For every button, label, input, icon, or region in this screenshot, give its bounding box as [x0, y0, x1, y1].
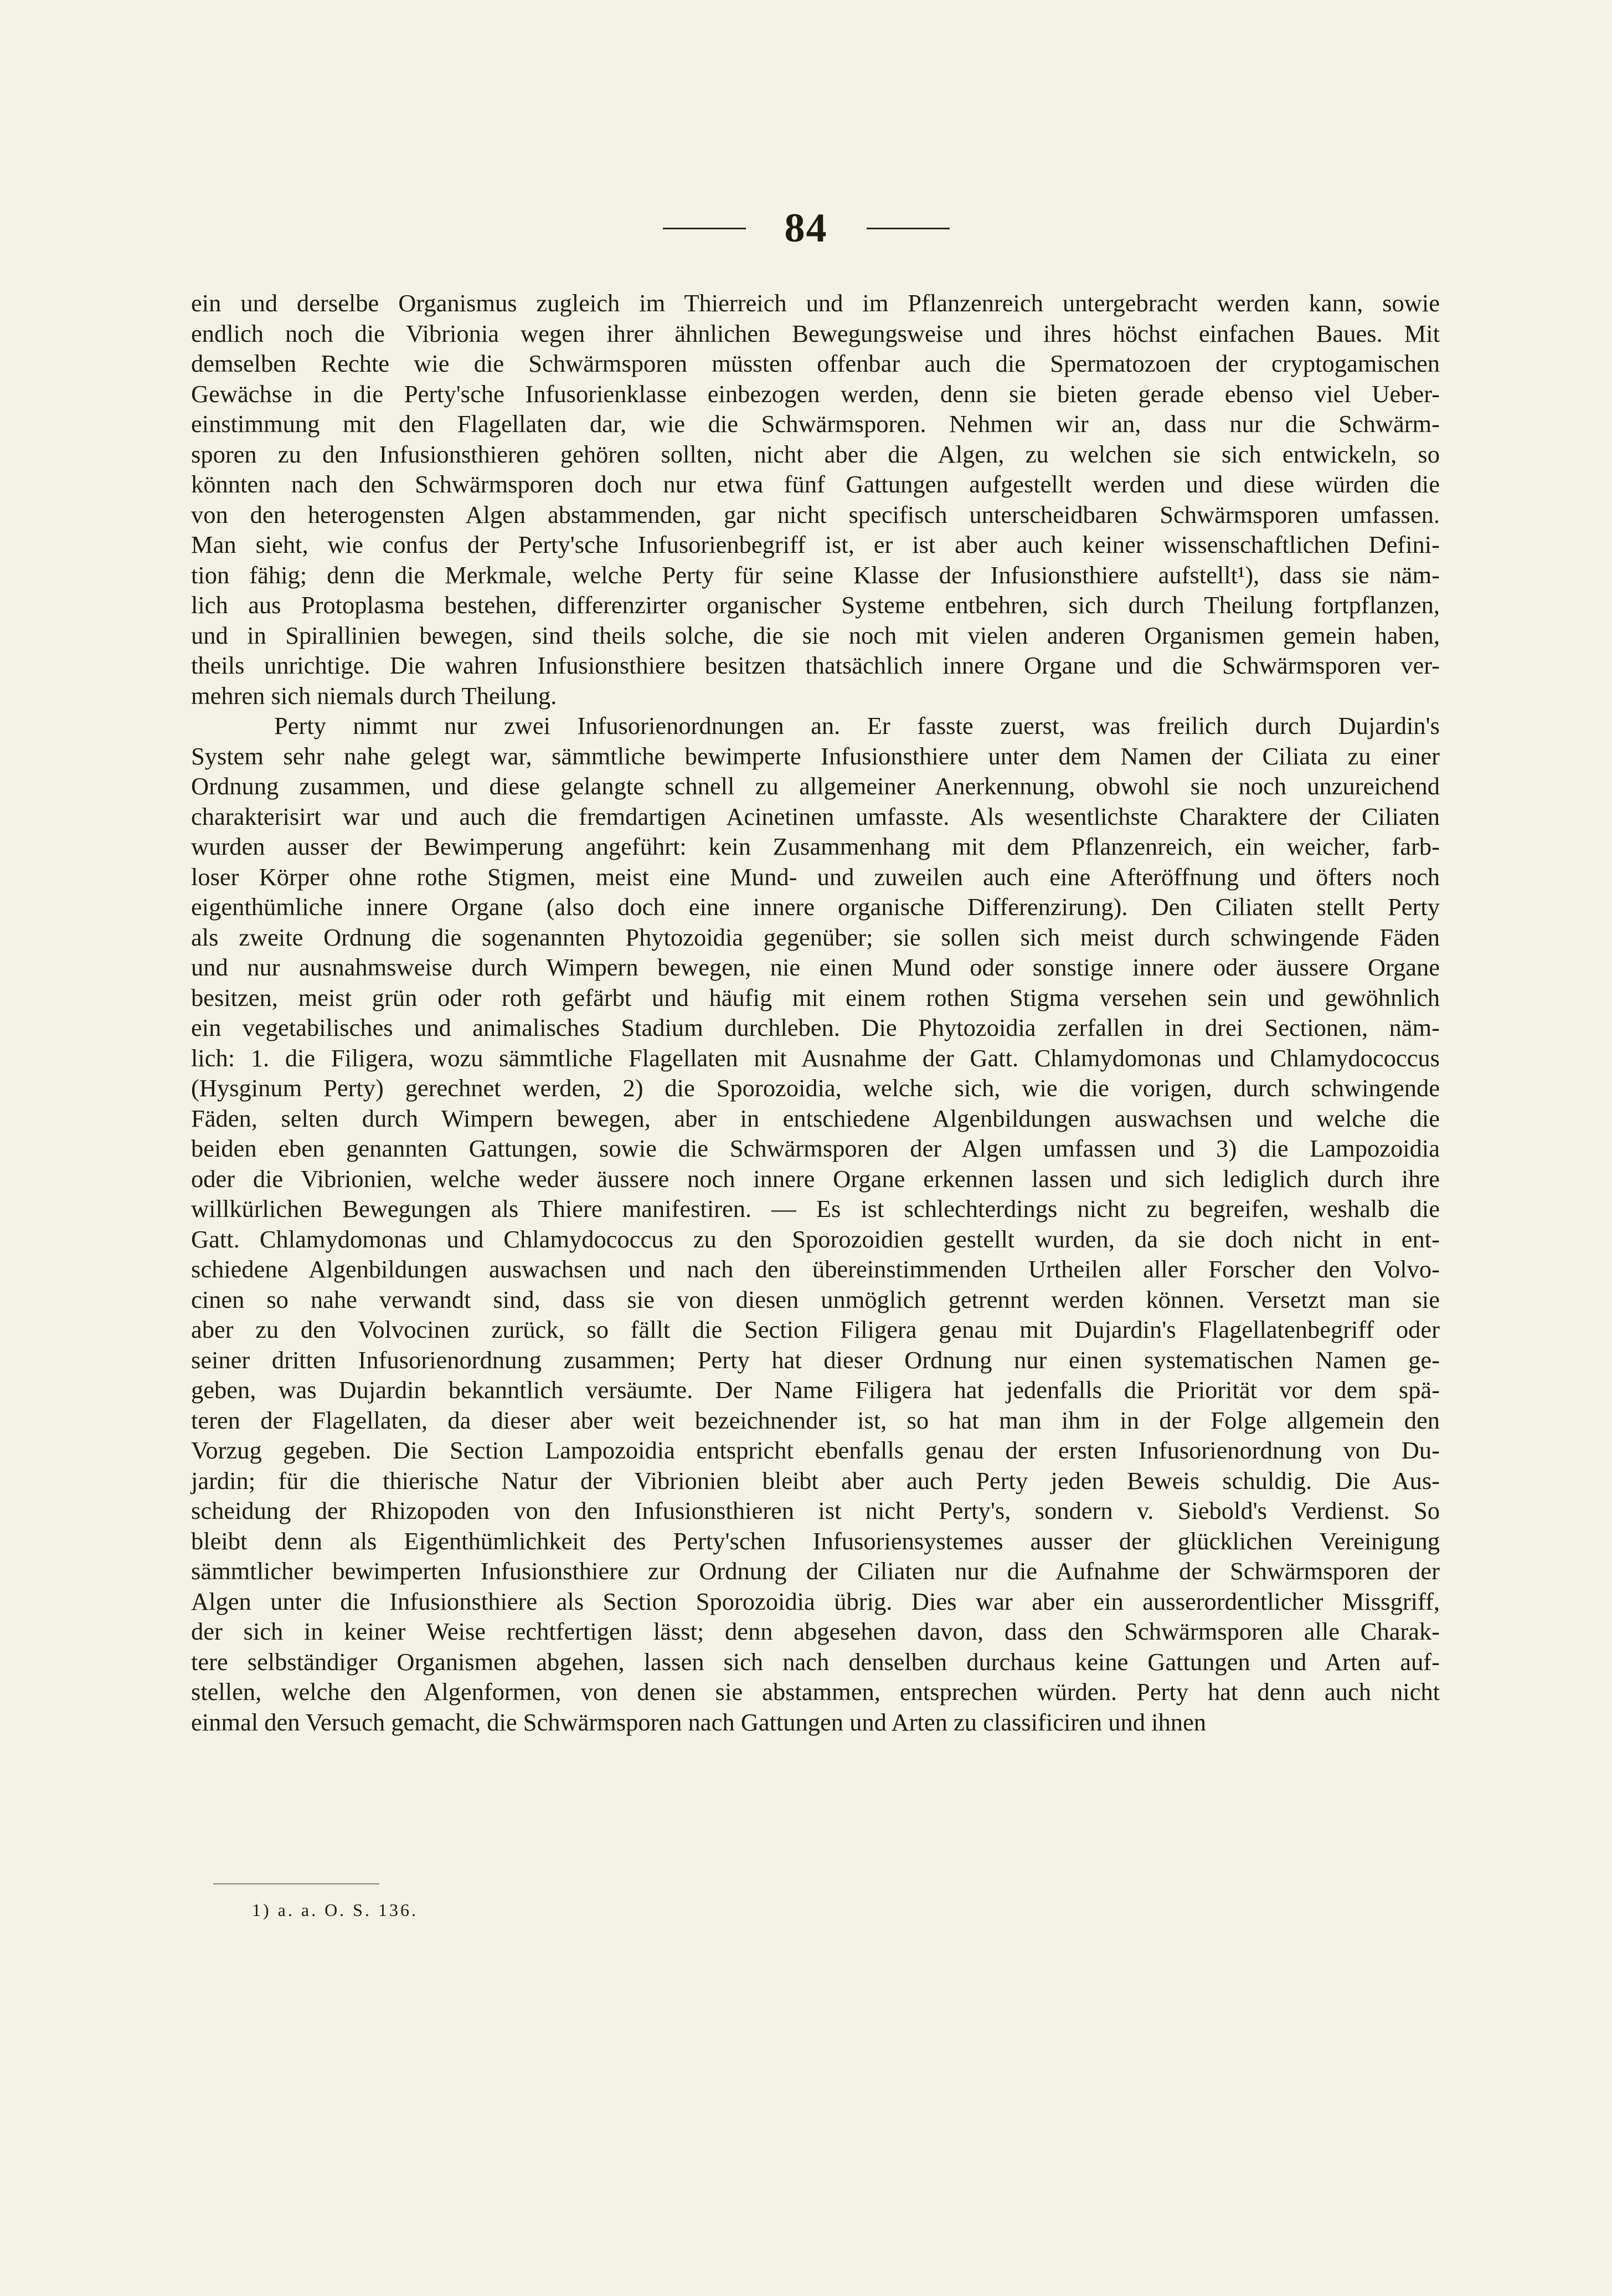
- header-rule-left: [663, 228, 746, 229]
- text-line: einstimmung mit den Flagellaten dar, wie die Schwärmsporen. Nehmen wir an, dass nur die Schwärm-: [191, 410, 1440, 438]
- text-line: aber zu den Volvocinen zurück, so fällt die Section Filigera genau mit Dujardin's Flagellatenbegriff oder: [191, 1316, 1440, 1343]
- text-line: cinen so nahe verwandt sind, dass sie von diesen unmöglich getrennt werden können. Versetzt man sie: [191, 1285, 1440, 1313]
- footnote: 1) a. a. O. S. 136.: [252, 1900, 418, 1920]
- text-line: Man sieht, wie confus der Perty'sche Infusorienbegriff ist, er ist aber auch keiner wissenschaftlichen Defini-: [191, 531, 1440, 558]
- footnote-divider: [213, 1883, 379, 1884]
- text-line: theils unrichtige. Die wahren Infusionsthiere besitzen thatsächlich innere Organe und die Schwärmsporen ver-: [191, 651, 1440, 679]
- header-rule-right: [867, 228, 950, 229]
- text-line: endlich noch die Vibrionia wegen ihrer ähnlichen Bewegungsweise und ihres höchst einfachen Baues. Mit: [191, 319, 1440, 347]
- paragraph-1: [191, 288, 1440, 711]
- text-line: Vorzug gegeben. Die Section Lampozoidia entspricht ebenfalls genau der ersten Infusorienordnung von Du-: [191, 1436, 1440, 1464]
- text-line: Gatt. Chlamydomonas und Chlamydococcus zu den Sporozoidien gestellt wurden, da sie doch nicht in ent-: [191, 1225, 1440, 1253]
- text-line: System sehr nahe gelegt war, sämmtliche bewimperte Infusionsthiere unter dem Namen der Ciliata zu einer: [191, 742, 1440, 770]
- text-line: schiedene Algenbildungen auswachsen und nach den übereinstimmenden Urtheilen aller Forscher den Volvo-: [191, 1255, 1440, 1283]
- text-line: besitzen, meist grün oder roth gefärbt und häufig mit einem rothen Stigma versehen sein und gewöhnlich: [191, 983, 1440, 1011]
- text-line: Perty nimmt nur zwei Infusorienordnungen an. Er fasste zuerst, was freilich durch Dujardin's: [274, 712, 1440, 739]
- text-line: und nur ausnahmsweise durch Wimpern bewegen, nie einen Mund oder sonstige innere oder äussere Organe: [191, 953, 1440, 981]
- text-line: (Hysginum Perty) gerechnet werden, 2) die Sporozoidia, welche sich, wie die vorigen, durch schwingende: [191, 1074, 1440, 1102]
- text-line: mehren sich niemals durch Theilung.: [191, 681, 557, 710]
- text-line: Fäden, selten durch Wimpern bewegen, aber in entschiedene Algenbildungen auswachsen und welche die: [191, 1104, 1440, 1132]
- text-line: demselben Rechte wie die Schwärmsporen müssten offenbar auch die Spermatozoen der cryptogamischen: [191, 350, 1440, 377]
- text-line: charakterisirt war und auch die fremdartigen Acinetinen umfasste. Als wesentlichste Charaktere der Ciliaten: [191, 802, 1440, 830]
- text-line: Algen unter die Infusionsthiere als Section Sporozoidia übrig. Dies war aber ein ausserordentlicher Missgriff,: [191, 1587, 1440, 1615]
- text-line: loser Körper ohne rothe Stigmen, meist eine Mund- und zuweilen auch eine Afteröffnung und öfters noch: [191, 862, 1440, 891]
- text-line: lich aus Protoplasma bestehen, differenzirter organischer Systeme entbehren, sich durch Theilung fortpflanzen,: [191, 591, 1440, 619]
- text-line: beiden eben genannten Gattungen, sowie die Schwärmsporen der Algen umfassen und 3) die Lampozoidia: [191, 1134, 1440, 1162]
- text-line: scheidung der Rhizopoden von den Infusionsthieren ist nicht Perty's, sondern v. Siebold's Verdienst. So: [191, 1497, 1440, 1524]
- text-line: sämmtlicher bewimperten Infusionsthiere zur Ordnung der Ciliaten nur die Aufnahme der Schwärmsporen der: [191, 1557, 1440, 1585]
- text-line: ein vegetabilisches und animalisches Stadium durchleben. Die Phytozoidia zerfallen in drei Sectionen, näm-: [191, 1014, 1440, 1041]
- text-line: stellen, welche den Algenformen, von denen sie abstammen, entsprechen würden. Perty hat denn auch nicht: [191, 1678, 1440, 1706]
- text-line: einmal den Versuch gemacht, die Schwärmsporen nach Gattungen und Arten zu classificiren und ihnen: [191, 1708, 1207, 1736]
- text-line: tion fähig; denn die Merkmale, welche Perty für seine Klasse der Infusionsthiere aufstellt¹), dass sie näm-: [191, 561, 1440, 589]
- body-text: [191, 288, 1440, 1737]
- text-line: tere selbständiger Organismen abgehen, lassen sich nach denselben durchaus keine Gattungen und Arten auf-: [191, 1647, 1440, 1676]
- text-line: Gewächse in die Perty'sche Infusorienklasse einbezogen werden, denn sie bieten gerade ebenso viel Ueber-: [191, 379, 1440, 408]
- text-line: der sich in keiner Weise rechtfertigen lässt; denn abgesehen davon, dass den Schwärmsporen alle Charak-: [191, 1617, 1440, 1645]
- text-line: sporen zu den Infusionsthieren gehören sollten, nicht aber die Algen, zu welchen sie sich entwickeln, so: [191, 440, 1440, 468]
- text-line: seiner dritten Infusorienordnung zusammen; Perty hat dieser Ordnung nur einen systematischen Namen ge-: [191, 1345, 1440, 1374]
- text-line: bleibt denn als Eigenthümlichkeit des Perty'schen Infusoriensystemes ausser der glücklichen Vereinigung: [191, 1527, 1440, 1555]
- text-line: oder die Vibrionien, welche weder äussere noch innere Organe erkennen lassen und sich lediglich durch ihre: [191, 1164, 1440, 1193]
- page-number: 84: [784, 206, 828, 251]
- text-line: von den heterogensten Algen abstammenden, gar nicht specifisch unterscheidbaren Schwärmsporen umfassen.: [191, 500, 1440, 528]
- text-line: und in Spirallinien bewegen, sind theils solche, die sie noch mit vielen anderen Organismen gemein haben,: [191, 621, 1440, 649]
- text-line: wurden ausser der Bewimperung angeführt: kein Zusammenhang mit dem Pflanzenreich, ein weicher, farb-: [191, 833, 1440, 860]
- text-line: eigenthümliche innere Organe (also doch eine innere organische Differenzirung). Den Ciliaten stellt Perty: [191, 893, 1440, 921]
- text-line: jardin; für die thierische Natur der Vibrionien bleibt aber auch Perty jeden Beweis schuldig. Die Aus-: [191, 1466, 1440, 1494]
- paragraph-2: [191, 711, 1440, 1737]
- text-line: ein und derselbe Organismus zugleich im Thierreich und im Pflanzenreich untergebracht werden kann, sowie: [191, 289, 1440, 317]
- text-line: Ordnung zusammen, und diese gelangte schnell zu allgemeiner Anerkennung, obwohl sie noch unzureichend: [191, 772, 1440, 800]
- text-line: geben, was Dujardin bekanntlich versäumte. Der Name Filigera hat jedenfalls die Priorität vor dem spä-: [191, 1376, 1440, 1404]
- text-line: lich: 1. die Filigera, wozu sämmtliche Flagellaten mit Ausnahme der Gatt. Chlamydomonas und Chlamydococcus: [191, 1044, 1440, 1072]
- text-line: als zweite Ordnung die sogenannten Phytozoidia gegenüber; sie sollen sich meist durch schwingende Fäden: [191, 923, 1440, 951]
- page-header: [0, 205, 1612, 252]
- text-line: teren der Flagellaten, da dieser aber weit bezeichnender ist, so hat man ihm in der Folge allgemein den: [191, 1406, 1440, 1434]
- text-line: könnten nach den Schwärmsporen doch nur etwa fünf Gattungen aufgestellt werden und diese würden die: [191, 470, 1440, 498]
- text-line: willkürlichen Bewegungen als Thiere manifestiren. — Es ist schlechterdings nicht zu begreifen, weshalb die: [191, 1195, 1440, 1223]
